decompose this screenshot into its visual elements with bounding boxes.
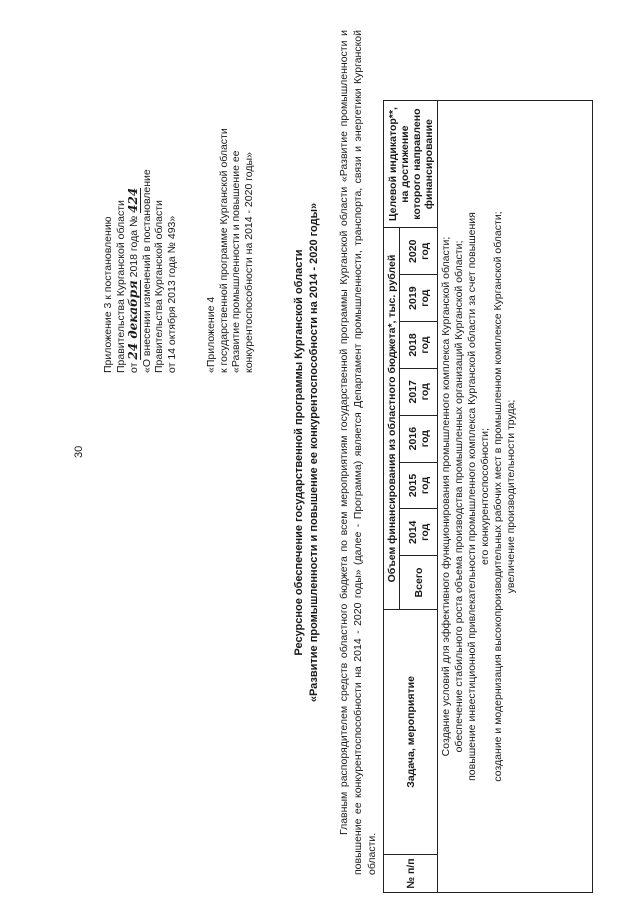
appendix-3-line5: Правительства Курганской области — [153, 200, 166, 373]
goal-line: Создание условий для эффективного функционирования промышленного комплекса Курганской области; — [440, 236, 452, 757]
appendix-4-header — [205, 128, 255, 373]
goal-line: его конкурентоспособности; — [479, 428, 491, 565]
handwritten-date: 24 декабря — [126, 280, 141, 360]
intro-paragraph: Главным распорядителем средств областного бюджета по всем мероприятиям государственной программы Курганской области «Развитие промышленности и повышение ее конкурентоспособности на 2014 - 2020 годы» (далее - Программа) является Департамент промышленности, транспорта, связи и энергетики Курганской области. — [338, 30, 378, 875]
appendix-4-line2: к государственной программе Курганской области — [217, 128, 230, 373]
appendix-4-line3: «Развитие промышленности и повышение ее — [230, 150, 243, 373]
date-year: 2018 года № — [128, 215, 141, 278]
program-goals-row — [438, 101, 593, 893]
appendix-3-header — [102, 33, 179, 373]
goal-line: повышение инвестиционной привлекательности промышленного комплекса Курганской области за счет повышения — [466, 212, 478, 781]
date-prefix: от — [128, 362, 141, 373]
column-year-header: 2020 год — [400, 228, 438, 275]
goal-line: создание и модернизация высокопроизводительных рабочих мест в промышленном комплексе Курганской области; — [492, 211, 504, 782]
goal-line: обеспечение стабильного роста объема производства промышленных организаций Курганской области; — [453, 240, 465, 753]
appendix-4-line4: конкурентоспособности на 2014 - 2020 годы» — [242, 152, 255, 373]
appendix-3-line1: Приложение 3 к постановлению — [102, 216, 114, 373]
title-line1: Ресурсное обеспечение государственной программы Курганской области — [293, 249, 305, 656]
column-year-header: 2016 год — [400, 415, 438, 462]
appendix-4-line1: «Приложение 4 — [205, 296, 217, 373]
handwritten-number: 424 — [126, 187, 141, 213]
column-year-header: 2018 год — [400, 322, 438, 369]
column-indicator-header: Целевой индикатор**, на достижение которого направлено финансирование — [384, 101, 438, 228]
column-volume-header: Объем финансирования из областного бюджета*, тыс. рублей — [384, 228, 400, 609]
appendix-3-line6: от 14 октября 2013 года № 493» — [165, 215, 178, 373]
appendix-3-date-line — [127, 33, 141, 373]
appendix-3-line4: «О внесении изменений в постановление — [140, 169, 153, 373]
document-title — [292, 30, 322, 875]
column-task-header: Задача, мероприятие — [384, 609, 438, 854]
column-year-header: 2017 год — [400, 368, 438, 415]
title-line2: «Развитие промышленности и повышение ее конкурентоспособности на 2014 - 2020 годы» — [308, 202, 320, 703]
goal-line: увеличение производительности труда; — [505, 399, 517, 594]
financing-table — [383, 100, 593, 893]
column-year-header: 2014 год — [400, 509, 438, 556]
page-number: 30 — [73, 445, 85, 458]
column-total-header: Всего — [400, 556, 438, 610]
appendix-3-line2: Правительства Курганской области — [114, 200, 127, 373]
column-number-header: № п/п — [384, 855, 438, 893]
column-year-header: 2019 год — [400, 275, 438, 322]
column-year-header: 2015 год — [400, 462, 438, 509]
